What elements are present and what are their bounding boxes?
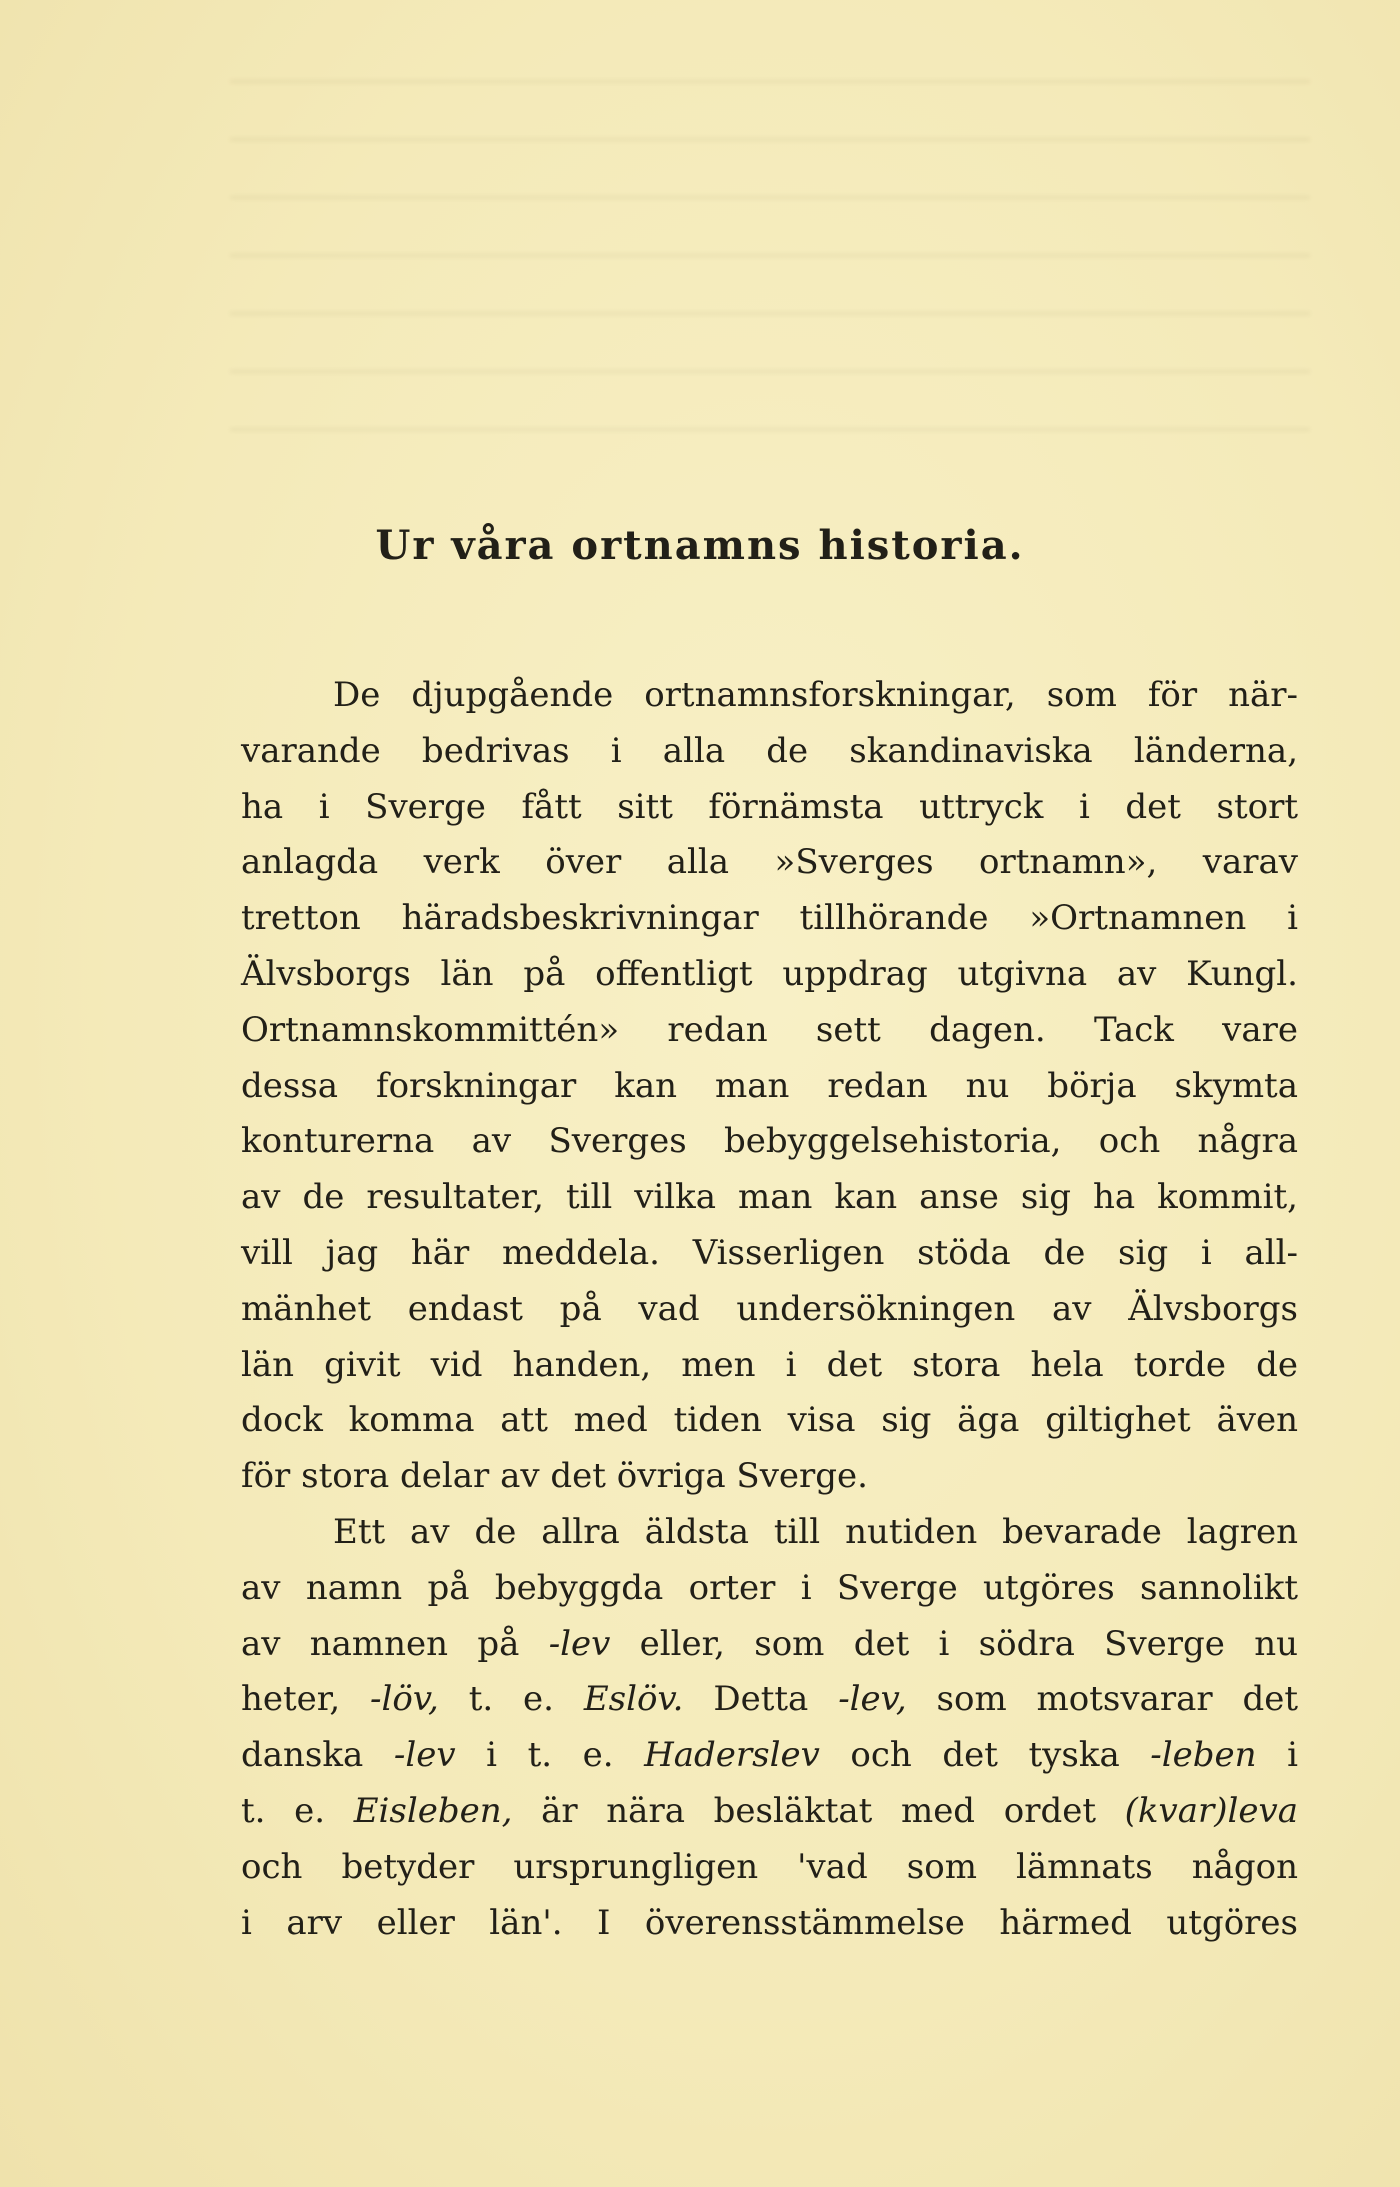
text-line: län givit vid handen, men i det stora hela torde de [241,1344,1298,1385]
text-run: som motsvarar det [936,1679,1299,1720]
italic-term: -leben [1150,1735,1257,1776]
text-run: danska [241,1735,364,1776]
text-line: för stora delar av det övriga Sverge. [241,1456,868,1497]
text-line: och betyder ursprungligen 'vad som lämnats någon [241,1846,1298,1887]
text-line: Ett av de allra äldsta till nutiden bevarade lagren [333,1511,1298,1552]
text-line: i arv eller län'. I överensstämmelse härmed utgöres [241,1902,1298,1943]
text-run: t. e. [468,1679,554,1720]
text-line: De djupgående ortnamnsforskningar, som för när- [333,675,1298,715]
text-run: t. e. [241,1790,326,1831]
text-line: tretton häradsbeskrivningar tillhörande »Ortnamnen i [241,898,1298,939]
text-line [241,1784,1298,1840]
italic-term: (kvar)leva [1124,1790,1298,1831]
text-line: anlagda verk över alla »Sverges ortnamn», varav [241,842,1298,883]
italic-term: Eisleben, [353,1790,513,1831]
body-text [241,668,1298,1951]
text-run: är nära besläktat med ordet [541,1790,1096,1831]
text-run: och det tyska [850,1735,1120,1776]
text-line: Älvsborgs län på offentligt uppdrag utgivna av Kungl. [241,953,1298,994]
text-run: eller, som det i södra Sverge nu [639,1623,1298,1664]
paragraph-1 [241,668,1298,1505]
text-line: av namn på bebyggda orter i Sverge utgöres sannolikt [241,1567,1298,1608]
text-line: Ortnamnskommittén» redan sett dagen. Tack vare [241,1009,1298,1050]
text-line: mänhet endast på vad undersökningen av Älvsborgs [241,1288,1298,1329]
italic-term: -lev, [838,1679,907,1720]
italic-term: Haderslev [644,1735,820,1776]
italic-term: -lev [393,1735,456,1776]
text-line [241,1617,1298,1673]
text-line [241,1728,1298,1784]
text-line [241,1672,1298,1728]
text-line: ha i Sverge fått sitt förnämsta uttryck i det stort [241,786,1298,827]
italic-term: -lev [548,1623,611,1664]
paragraph-2 [241,1505,1298,1951]
text-line: av de resultater, till vilka man kan anse sig ha kommit, [241,1177,1298,1218]
page-title: Ur våra ortnamns historia. [375,522,1025,569]
text-line: vill jag här meddela. Visserligen stöda de sig i all- [241,1232,1298,1273]
text-run: av namnen på [241,1623,520,1664]
text-line: varande bedrivas i alla de skandinaviska länderna, [241,730,1298,771]
text-run: i t. e. [486,1735,614,1776]
italic-term: -löv, [370,1679,439,1720]
text-line: dessa forskningar kan man redan nu börja skymta [241,1065,1298,1106]
text-run: heter, [241,1679,341,1720]
text-line: dock komma att med tiden visa sig äga giltighet även [241,1400,1298,1441]
text-run: i [1287,1735,1299,1776]
show-through-text [230,80,1310,440]
italic-term: Eslöv. [583,1679,684,1720]
text-line: konturerna av Sverges bebyggelsehistoria, och några [241,1121,1298,1162]
text-run: Detta [713,1679,809,1720]
